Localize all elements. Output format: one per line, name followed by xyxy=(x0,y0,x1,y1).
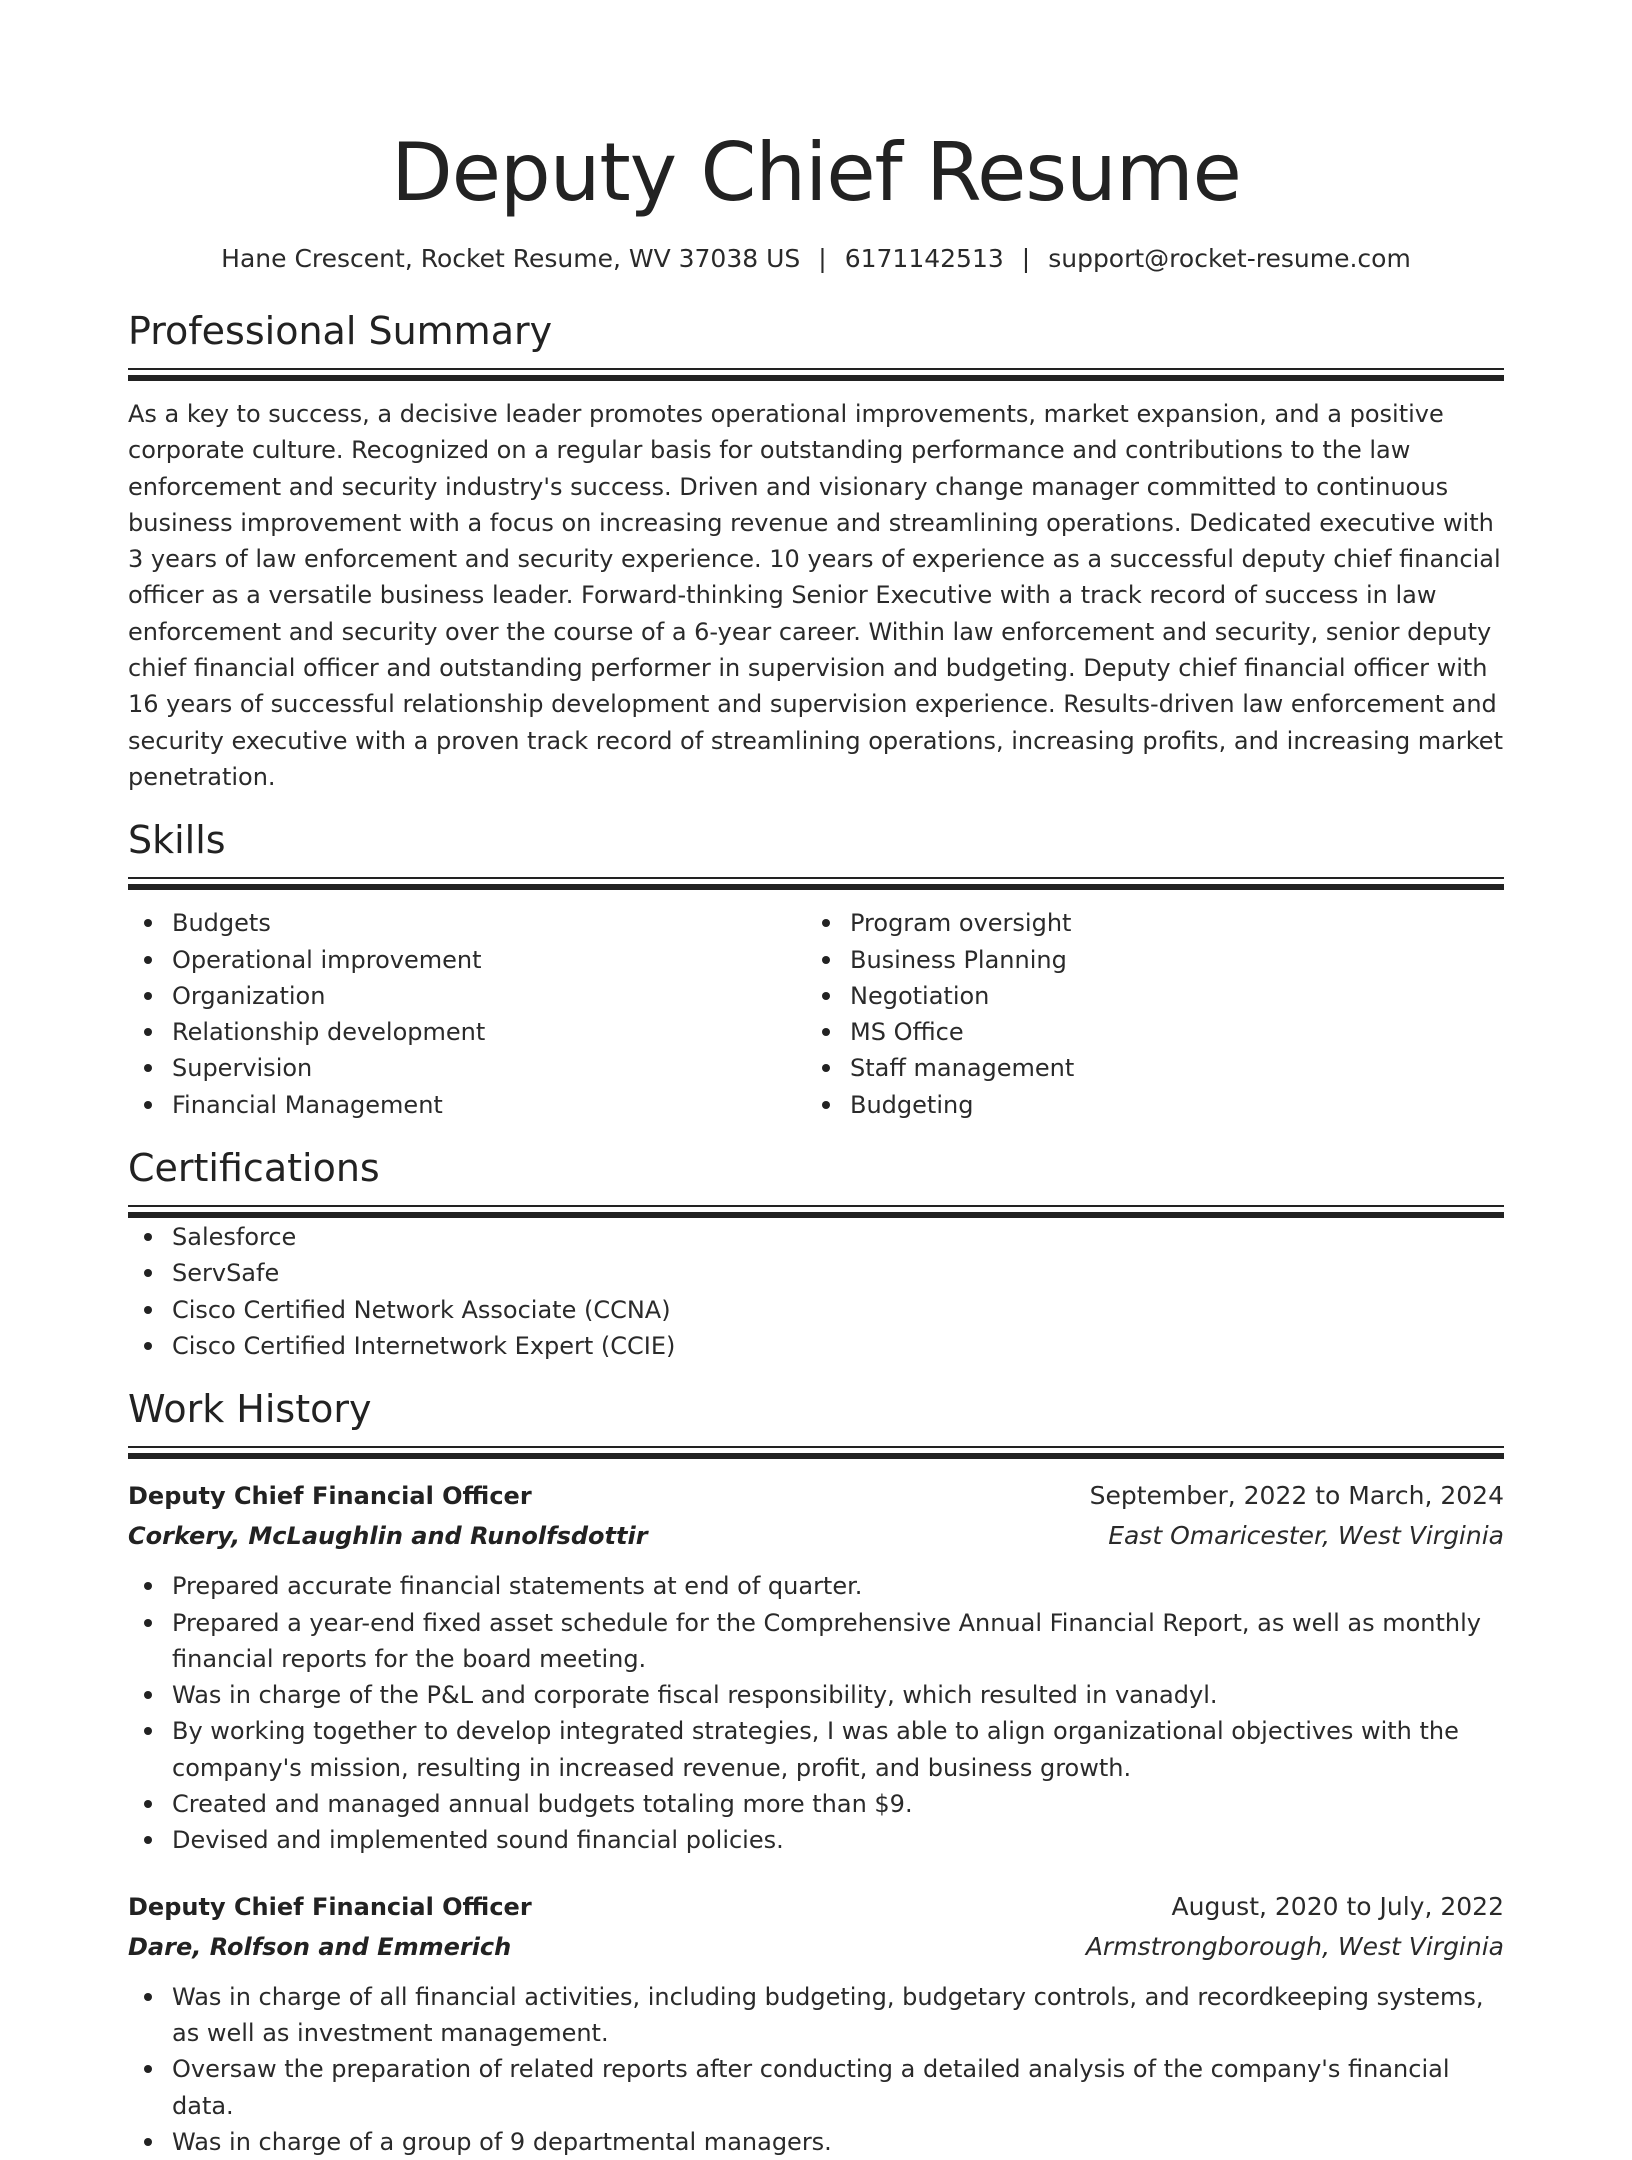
skill-item: Organization xyxy=(128,978,806,1014)
job-duty-item: Created and managed annual budgets totaling more than $9. xyxy=(128,1786,1504,1822)
section-divider xyxy=(128,1205,1504,1219)
section-divider xyxy=(128,368,1504,382)
skills-section xyxy=(128,815,1504,1123)
job-duties-list xyxy=(128,1979,1504,2160)
section-heading-certifications: Certifications xyxy=(128,1146,380,1191)
job-entry xyxy=(128,1887,1504,2160)
skills-list-right xyxy=(806,905,1484,1123)
resume-page xyxy=(128,0,1504,2160)
skill-item: MS Office xyxy=(806,1014,1484,1050)
section-heading-skills: Skills xyxy=(128,818,226,863)
job-duty-item: Prepared a year-end fixed asset schedule for the Comprehensive Annual Financial Report, as well as monthly financial reports for the board meeting. xyxy=(128,1605,1504,1678)
job-employer-row xyxy=(128,1516,1504,1556)
skill-item: Program oversight xyxy=(806,905,1484,941)
job-dates: September, 2022 to March, 2024 xyxy=(1089,1481,1504,1511)
skills-grid xyxy=(128,905,1504,1123)
contact-separator: | xyxy=(818,244,827,273)
job-location: East Omaricester, West Virginia xyxy=(1108,1521,1504,1551)
section-divider xyxy=(128,877,1504,891)
job-company: Corkery, McLaughlin and Runolfsdottir xyxy=(128,1522,648,1551)
job-entry xyxy=(128,1476,1504,1858)
certifications-section xyxy=(128,1143,1504,1364)
job-header-row xyxy=(128,1476,1504,1516)
skill-item: Business Planning xyxy=(806,942,1484,978)
job-duty-item: Was in charge of the P&L and corporate fiscal responsibility, which resulted in vanadyl. xyxy=(128,1677,1504,1713)
skill-item: Relationship development xyxy=(128,1014,806,1050)
job-title: Deputy Chief Financial Officer xyxy=(128,1892,532,1921)
job-duty-item: Was in charge of all financial activities, including budgeting, budgetary controls, and recordkeeping systems, as well as investment management. xyxy=(128,1979,1504,2052)
skill-item: Supervision xyxy=(128,1050,806,1086)
job-company: Dare, Rolfson and Emmerich xyxy=(128,1932,512,1961)
certification-item: Salesforce xyxy=(128,1219,1504,1255)
job-duty-item: Prepared accurate financial statements at end of quarter. xyxy=(128,1568,1504,1604)
skill-item: Budgets xyxy=(128,905,806,941)
section-heading-work-history: Work History xyxy=(128,1387,372,1432)
certifications-list xyxy=(128,1219,1504,1364)
certification-item: Cisco Certified Network Associate (CCNA) xyxy=(128,1292,1504,1328)
skill-item: Budgeting xyxy=(806,1087,1484,1123)
contact-email[interactable]: support@rocket-resume.com xyxy=(1048,244,1411,273)
summary-section xyxy=(128,306,1504,795)
certification-item: ServSafe xyxy=(128,1255,1504,1291)
section-divider xyxy=(128,1446,1504,1460)
job-duty-item: Oversaw the preparation of related reports after conducting a detailed analysis of the company's financial data. xyxy=(128,2051,1504,2124)
section-heading-summary: Professional Summary xyxy=(128,309,553,353)
resume-title: Deputy Chief Resume xyxy=(391,126,1241,219)
job-location: Armstrongborough, West Virginia xyxy=(1085,1931,1504,1961)
skill-item: Negotiation xyxy=(806,978,1484,1014)
skill-item: Financial Management xyxy=(128,1087,806,1123)
job-employer-row xyxy=(128,1927,1504,1967)
job-duty-item: By working together to develop integrated strategies, I was able to align organizational objectives with the company's mission, resulting in increased revenue, profit, and business growth. xyxy=(128,1713,1504,1786)
skill-item: Staff management xyxy=(806,1050,1484,1086)
certification-item: Cisco Certified Internetwork Expert (CCIE) xyxy=(128,1328,1504,1364)
job-header-row xyxy=(128,1887,1504,1927)
skills-list-left xyxy=(128,905,806,1123)
contact-line xyxy=(128,242,1504,276)
contact-separator: | xyxy=(1021,244,1031,273)
contact-phone[interactable]: 6171142513 xyxy=(844,244,1004,273)
skill-item: Operational improvement xyxy=(128,942,806,978)
summary-paragraph: As a key to success, a decisive leader promotes operational improvements, market expansion, and a positive corporate culture. Recognized on a regular basis for outstanding performance and contributions to the law enforcement and security industry's success. Driven and visionary change manager committed to continuous business improvement with a focus on increasing revenue and streamlining operations. Dedicated executive with 3 years of law enforcement and security experience. 10 years of experience as a successful deputy chief financial officer as a versatile business leader. Forward-thinking Senior Executive with a track record of success in law enforcement and security over the course of a 6-year career. Within law enforcement and security, senior deputy chief financial officer and outstanding performer in supervision and budgeting. Deputy chief financial officer with 16 years of successful relationship development and supervision experience. Results-driven law enforcement and security executive with a proven track record of streamlining operations, increasing profits, and increasing market penetration. xyxy=(128,400,1503,791)
job-duty-item: Devised and implemented sound financial policies. xyxy=(128,1822,1504,1858)
job-title: Deputy Chief Financial Officer xyxy=(128,1482,532,1511)
job-duty-item: Was in charge of a group of 9 departmental managers. xyxy=(128,2124,1504,2160)
job-dates: August, 2020 to July, 2022 xyxy=(1171,1891,1504,1921)
contact-address: Hane Crescent, Rocket Resume, WV 37038 US xyxy=(221,244,801,273)
job-duties-list xyxy=(128,1568,1504,1858)
work-history-section xyxy=(128,1384,1504,2160)
